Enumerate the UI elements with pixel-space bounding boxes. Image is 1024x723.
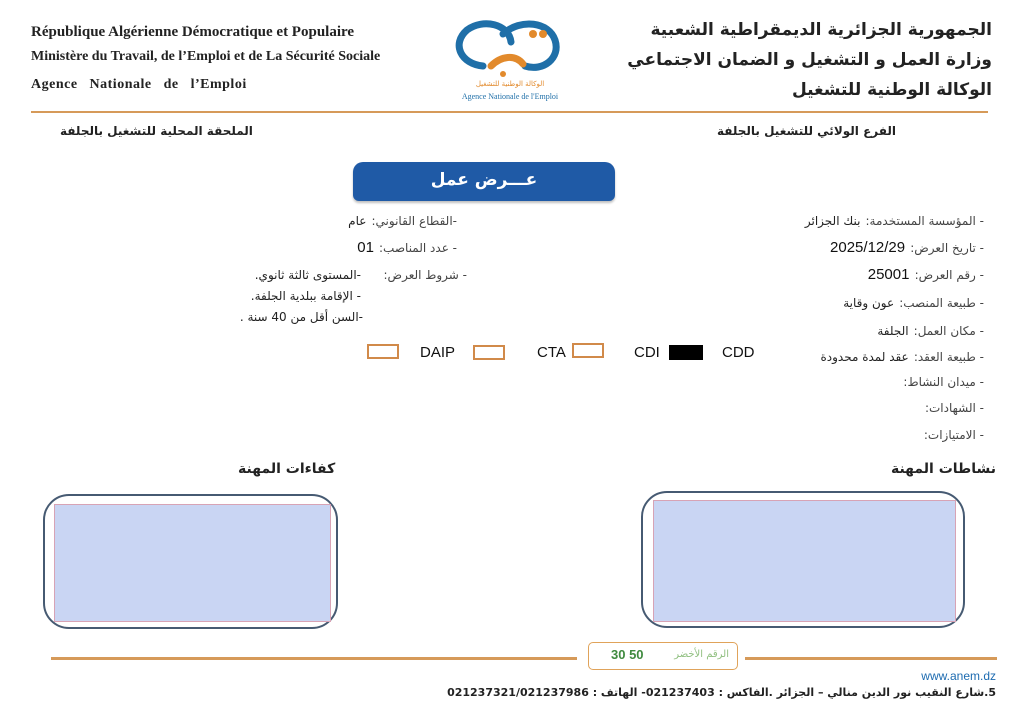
logo-fr-text: Agence Nationale de l'Emploi	[461, 92, 559, 101]
checkbox-cta[interactable]	[473, 345, 505, 360]
checkbox-daip[interactable]	[367, 344, 399, 359]
header-fr-agency: Agence Nationale de l’Emploi	[31, 77, 247, 92]
checkbox-cdd[interactable]	[669, 345, 703, 360]
field-activity-domain: - ميدان النشاط:	[903, 375, 984, 389]
page-title: عـــرض عمل	[430, 170, 538, 190]
office-right: الفرع الولائي للتشغيل بالجلفة	[716, 124, 896, 138]
contract-cta-label: CTA	[537, 344, 566, 361]
skills-heading: كفاءات المهنة	[238, 461, 336, 477]
header-ar-agency: الوكالة الوطنية للتشغيل	[791, 80, 992, 100]
title-banner	[353, 162, 615, 201]
footer-divider-left	[51, 657, 577, 660]
condition-level: -المستوى ثالثة ثانوي.	[254, 268, 361, 282]
contract-daip-label: DAIP	[420, 344, 456, 361]
header-ar-ministry: وزارة العمل و التشغيل و الضمان الاجتماعي	[627, 50, 992, 70]
activities-panel-area[interactable]	[653, 500, 956, 622]
field-benefits: - الامتيازات:	[923, 428, 984, 442]
contract-cdi-label: CDI	[634, 344, 660, 361]
footer-address: 5.شارع النقيب نور الدين منالي – الجزائر .الفاكس : 021237403- الهاتف : 021237321/021237986	[447, 686, 996, 699]
header-ar-republic: الجمهورية الجزائرية الديمقراطية الشعبية	[650, 20, 992, 40]
green-number: 30 50	[611, 647, 644, 662]
field-employer: - المؤسسة المستخدمة: بنك الجزائر	[804, 214, 984, 228]
skills-panel-area[interactable]	[54, 504, 331, 622]
activities-panel[interactable]	[641, 491, 965, 628]
contract-cdd-label: CDD	[722, 344, 755, 361]
footer-divider-right	[745, 657, 997, 660]
logo-ar-text: الوكالة الوطنية للتشغيل	[475, 80, 545, 88]
website-link[interactable]: www.anem.dz	[921, 669, 996, 683]
header-fr-ministry: Ministère du Travail, de l’Emploi et de La Sécurité Sociale	[31, 49, 381, 64]
header-divider	[31, 111, 988, 113]
office-left: الملحقة المحلية للتشغيل بالجلفة	[60, 124, 253, 138]
green-number-label: الرقم الأخضر	[674, 649, 729, 660]
field-offer-date: - تاريخ العرض: 2025/12/29	[830, 239, 984, 256]
field-posts-count: - عدد المناصب: 01	[357, 239, 457, 256]
checkbox-cdi[interactable]	[572, 343, 604, 358]
activities-heading: نشاطات المهنة	[890, 461, 996, 477]
field-contract-nature: - طبيعة العقد: عقد لمدة محدودة	[820, 350, 984, 364]
field-offer-conditions: - شروط العرض:	[383, 268, 467, 282]
anem-logo	[443, 14, 577, 106]
field-legal-sector: -القطاع القانوني: عام	[348, 214, 457, 228]
field-diplomas: - الشهادات:	[924, 401, 984, 415]
field-offer-number: - رقم العرض: 25001	[867, 266, 984, 283]
header-fr-republic: République Algérienne Démocratique et Populaire	[31, 24, 355, 40]
field-work-place: - مكان العمل: الجلفة	[877, 324, 984, 338]
condition-age: -السن أقل من 40 سنة .	[239, 310, 363, 324]
field-post-nature: - طبيعة المنصب: عون وقاية	[843, 296, 984, 310]
condition-residence: - الإقامة ببلدية الجلفة.	[250, 289, 361, 303]
green-number-box	[588, 642, 738, 670]
skills-panel[interactable]	[43, 494, 338, 629]
